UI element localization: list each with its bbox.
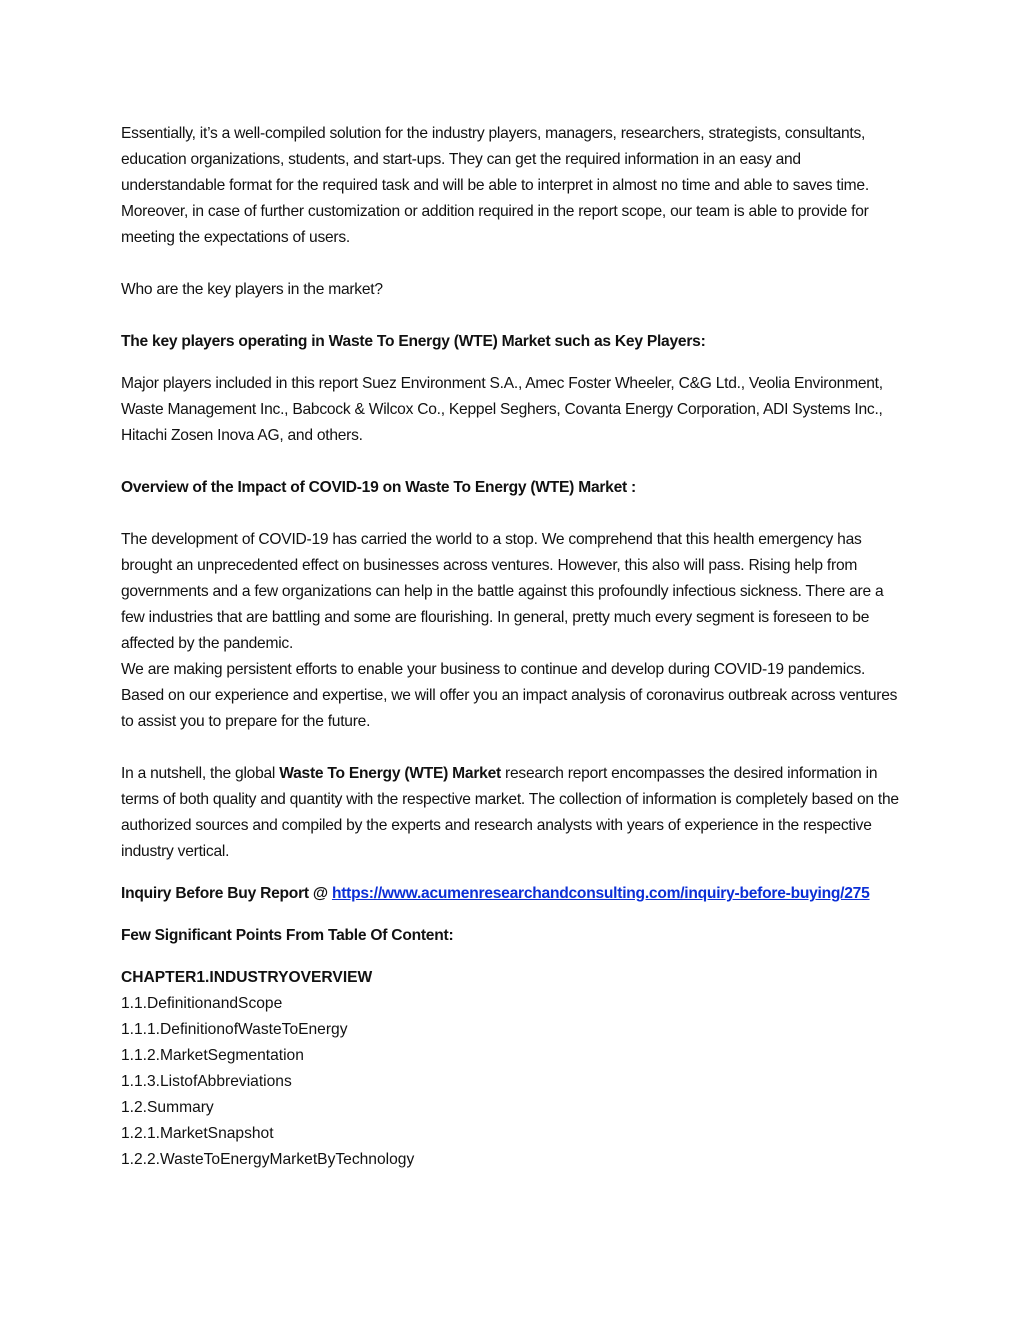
toc-item: 1.2.2.WasteToEnergyMarketByTechnology (121, 1151, 415, 1168)
toc-item: 1.1.3.ListofAbbreviations (121, 1073, 292, 1090)
covid-paragraph-1: The development of COVID-19 has carried the world to a stop. We comprehend that this health emergency has brought an unprecedented effect on businesses across ventures. However, this also will pass. Rising help from governments and a few organizations can help in the battle against this profoundly infectious sickness. There are a few industries that are battling and some are flourishing. In general, pretty much every segment is foreseen to be affected by the pandemic. (121, 531, 884, 652)
toc-item: 1.1.2.MarketSegmentation (121, 1047, 304, 1064)
intro-paragraph: Essentially, it’s a well-compiled solution for the industry players, managers, researchers, strategists, consultants, education organizations, students, and start-ups. They can get the required information in an easy and understandable format for the required task and will be able to interpret in almost no time and able to saves time. Moreover, in case of further customization or addition required in the report scope, our team is able to provide for meeting the expectations of users. (121, 125, 869, 246)
nutshell-rest: research report encompasses the desired information in terms of both quality and quantity with the respective market. The collection of information is completely based on the authorized sources and compiled by the experts and research analysts with years of experience in the respective industry vertical. (121, 765, 899, 860)
covid-paragraph-2: We are making persistent efforts to enable your business to continue and develop during COVID-19 pandemics. Based on our experience and expertise, we will offer you an impact analysis of coronavirus outbreak across ventures to assist you to prepare for the future. (121, 661, 898, 730)
nutshell-market-name: Waste To Energy (WTE) Market (279, 765, 501, 782)
inquiry-link[interactable]: https://www.acumenresearchandconsulting.com/inquiry-before-buying/275 (331, 885, 870, 902)
inquiry-label: Inquiry Before Buy Report @ (121, 885, 332, 902)
toc-heading: Few Significant Points From Table Of Content: (121, 927, 454, 944)
toc-item: 1.2.1.MarketSnapshot (121, 1125, 274, 1142)
key-players-question: Who are the key players in the market? (121, 281, 383, 298)
nutshell-lead: In a nutshell, the global (121, 765, 280, 782)
covid-heading: Overview of the Impact of COVID-19 on Waste To Energy (WTE) Market : (121, 479, 636, 496)
toc-chapter: CHAPTER1.INDUSTRYOVERVIEW (121, 969, 373, 986)
toc-item: 1.2.Summary (121, 1099, 214, 1116)
inquiry-line (121, 881, 901, 907)
toc-item: 1.1.1.DefinitionofWasteToEnergy (121, 1021, 348, 1038)
toc-item: 1.1.DefinitionandScope (121, 995, 283, 1012)
toc-list (121, 991, 901, 1173)
key-players-heading: The key players operating in Waste To Energy (WTE) Market such as Key Players: (121, 333, 706, 350)
document-page (121, 121, 901, 1173)
key-players-paragraph: Major players included in this report Suez Environment S.A., Amec Foster Wheeler, C&G Ltd., Veolia Environment, Waste Management Inc., Babcock & Wilcox Co., Keppel Seghers, Covanta Energy Corporation, ADI Systems Inc., Hitachi Zosen Inova AG, and others. (121, 375, 883, 444)
nutshell-paragraph (121, 761, 901, 865)
